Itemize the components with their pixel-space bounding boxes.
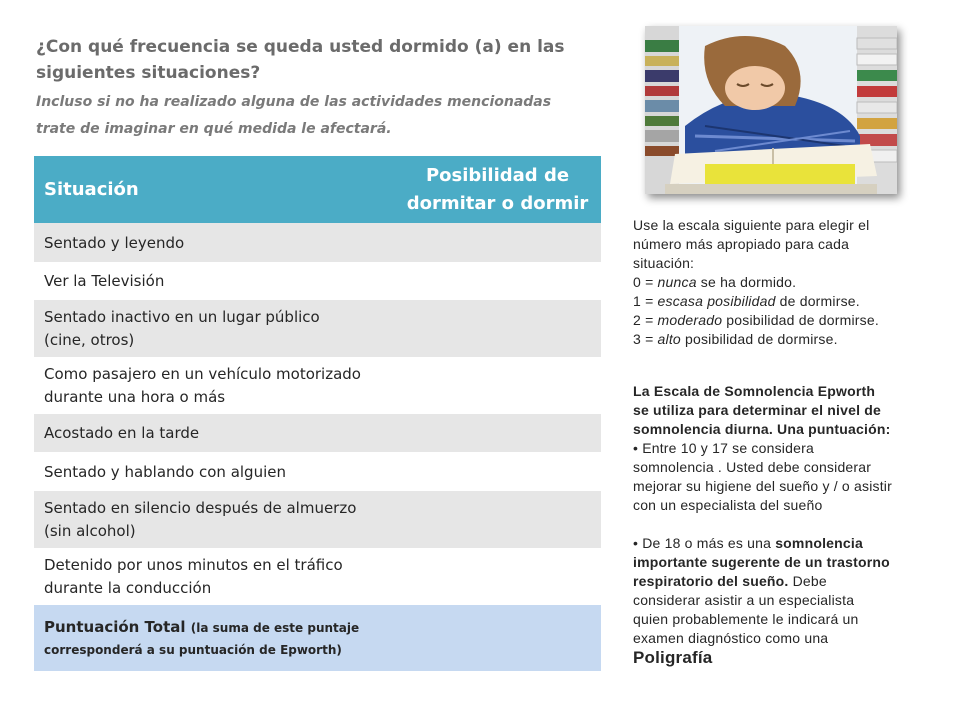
table-row bbox=[34, 548, 601, 605]
total-score-cell[interactable] bbox=[394, 605, 601, 671]
bullet-2-line-1 bbox=[633, 534, 933, 553]
score-cell[interactable] bbox=[394, 300, 601, 357]
table-row bbox=[34, 223, 601, 262]
score-cell[interactable] bbox=[394, 414, 601, 452]
score-cell[interactable] bbox=[394, 548, 601, 605]
situation-cell: Sentado y leyendo bbox=[34, 223, 394, 262]
score-cell[interactable] bbox=[394, 452, 601, 491]
table-row bbox=[34, 452, 601, 491]
bullet-2-line-4: considerar asistir a un especialista bbox=[633, 592, 855, 608]
bullet-2-bold-2: importante sugerente de un trastorno bbox=[633, 554, 890, 570]
scale-intro-2: número más apropiado para cada bbox=[633, 236, 850, 252]
scale-term: escasa posibilidad bbox=[657, 293, 776, 309]
scale-term: moderado bbox=[657, 312, 723, 328]
header-possibility bbox=[394, 156, 601, 223]
epworth-bold-1: La Escala de Somnolencia Epworth bbox=[633, 383, 876, 399]
table-header-row bbox=[34, 156, 601, 223]
total-note-1: (la suma de este puntaje bbox=[190, 620, 360, 635]
scale-term: nunca bbox=[657, 274, 697, 290]
scale-item-3 bbox=[633, 330, 933, 349]
bullet-2-final: Poligrafía bbox=[633, 648, 713, 667]
scale-item-0 bbox=[633, 273, 933, 292]
scale-num: 3 = bbox=[633, 331, 658, 347]
situation-cell bbox=[34, 491, 394, 548]
bullet-1-line-2: somnolencia . Usted debe considerar bbox=[633, 459, 872, 475]
header-possibility-line-2: dormitar o dormir bbox=[406, 192, 589, 214]
bullet-2-line-3 bbox=[633, 572, 933, 591]
situation-line-2: (sin alcohol) bbox=[44, 521, 136, 540]
bullet-2-prefix: • De 18 o más es una bbox=[633, 535, 776, 551]
score-cell[interactable] bbox=[394, 262, 601, 300]
scale-rest: de dormirse. bbox=[775, 293, 860, 309]
situation-line-1: Como pasajero en un vehículo motorizado bbox=[44, 364, 361, 383]
scale-rest: posibilidad de dormirse. bbox=[680, 331, 838, 347]
scale-num: 1 = bbox=[633, 293, 658, 309]
total-label: Puntuación Total bbox=[44, 617, 186, 636]
situation-cell: Acostado en la tarde bbox=[34, 414, 394, 452]
header-possibility-line-1: Posibilidad de bbox=[425, 164, 570, 186]
bullet-2-rest-1: Debe bbox=[788, 573, 827, 589]
scale-item-1 bbox=[633, 292, 933, 311]
total-label-cell bbox=[34, 605, 394, 671]
scale-item-2 bbox=[633, 311, 933, 330]
situation-line-2: durante una hora o más bbox=[44, 387, 226, 406]
situation-line-1: Sentado inactivo en un lugar público bbox=[44, 307, 320, 326]
bullet-2-bold-3: respiratorio del sueño. bbox=[633, 573, 789, 589]
bullet-1-line-4: con un especialista del sueño bbox=[633, 497, 823, 513]
total-row bbox=[34, 605, 601, 671]
scale-term: alto bbox=[657, 331, 681, 347]
epworth-bold-3: somnolencia diurna. Una puntuación: bbox=[633, 421, 891, 437]
total-line-1 bbox=[44, 616, 384, 639]
score-cell[interactable] bbox=[394, 223, 601, 262]
situation-cell bbox=[34, 548, 394, 605]
table-row bbox=[34, 357, 601, 414]
spacer bbox=[633, 515, 933, 534]
table-row bbox=[34, 262, 601, 300]
scale-instructions bbox=[633, 216, 933, 349]
score-cell[interactable] bbox=[394, 491, 601, 548]
situation-line-1: Sentado en silencio después de almuerzo bbox=[44, 498, 357, 517]
page-title: ¿Con qué frecuencia se queda usted dormido (a) en las siguientes situaciones? bbox=[36, 37, 565, 83]
table-row bbox=[34, 300, 601, 357]
sleeping-student-illustration bbox=[645, 26, 897, 194]
epworth-bold-2: se utiliza para determinar el nivel de bbox=[633, 402, 882, 418]
situation-cell: Sentado y hablando con alguien bbox=[34, 452, 394, 491]
situation-line-1: Detenido por unos minutos en el tráfico bbox=[44, 555, 343, 574]
scale-rest: posibilidad de dormirse. bbox=[722, 312, 879, 328]
subtitle-line-1: Incluso si no ha realizado alguna de las actividades mencionadas bbox=[36, 94, 552, 110]
header-situation: Situación bbox=[34, 156, 394, 223]
situation-cell bbox=[34, 300, 394, 357]
table-row bbox=[34, 491, 601, 548]
page-subtitle bbox=[36, 89, 626, 143]
scale-num: 2 = bbox=[633, 312, 658, 328]
epworth-table bbox=[34, 156, 601, 671]
situation-line-2: (cine, otros) bbox=[44, 330, 135, 349]
situation-line-2: durante la conducción bbox=[44, 578, 212, 597]
subtitle-line-2: trate de imaginar en qué medida le afectará. bbox=[36, 121, 392, 137]
scale-intro-3: situación: bbox=[633, 255, 695, 271]
bullet-1-line-3: mejorar su higiene del sueño y / o asistir bbox=[633, 478, 892, 494]
score-cell[interactable] bbox=[394, 357, 601, 414]
total-note-2: corresponderá a su puntuación de Epworth) bbox=[44, 642, 342, 657]
situation-cell bbox=[34, 357, 394, 414]
epworth-description bbox=[633, 382, 933, 667]
sleeping-student-photo bbox=[645, 26, 897, 194]
bullet-2-line-6: examen diagnóstico como una bbox=[633, 630, 829, 646]
bullet-2-line-5: quien probablemente le indicará un bbox=[633, 611, 859, 627]
scale-intro-1: Use la escala siguiente para elegir el bbox=[633, 217, 870, 233]
scale-num: 0 = bbox=[633, 274, 658, 290]
scale-rest: se ha dormido. bbox=[696, 274, 797, 290]
bullet-2-bold-1: somnolencia bbox=[775, 535, 863, 551]
table-row bbox=[34, 414, 601, 452]
situation-cell: Ver la Televisión bbox=[34, 262, 394, 300]
bullet-1-line-1: • Entre 10 y 17 se considera bbox=[633, 440, 814, 456]
